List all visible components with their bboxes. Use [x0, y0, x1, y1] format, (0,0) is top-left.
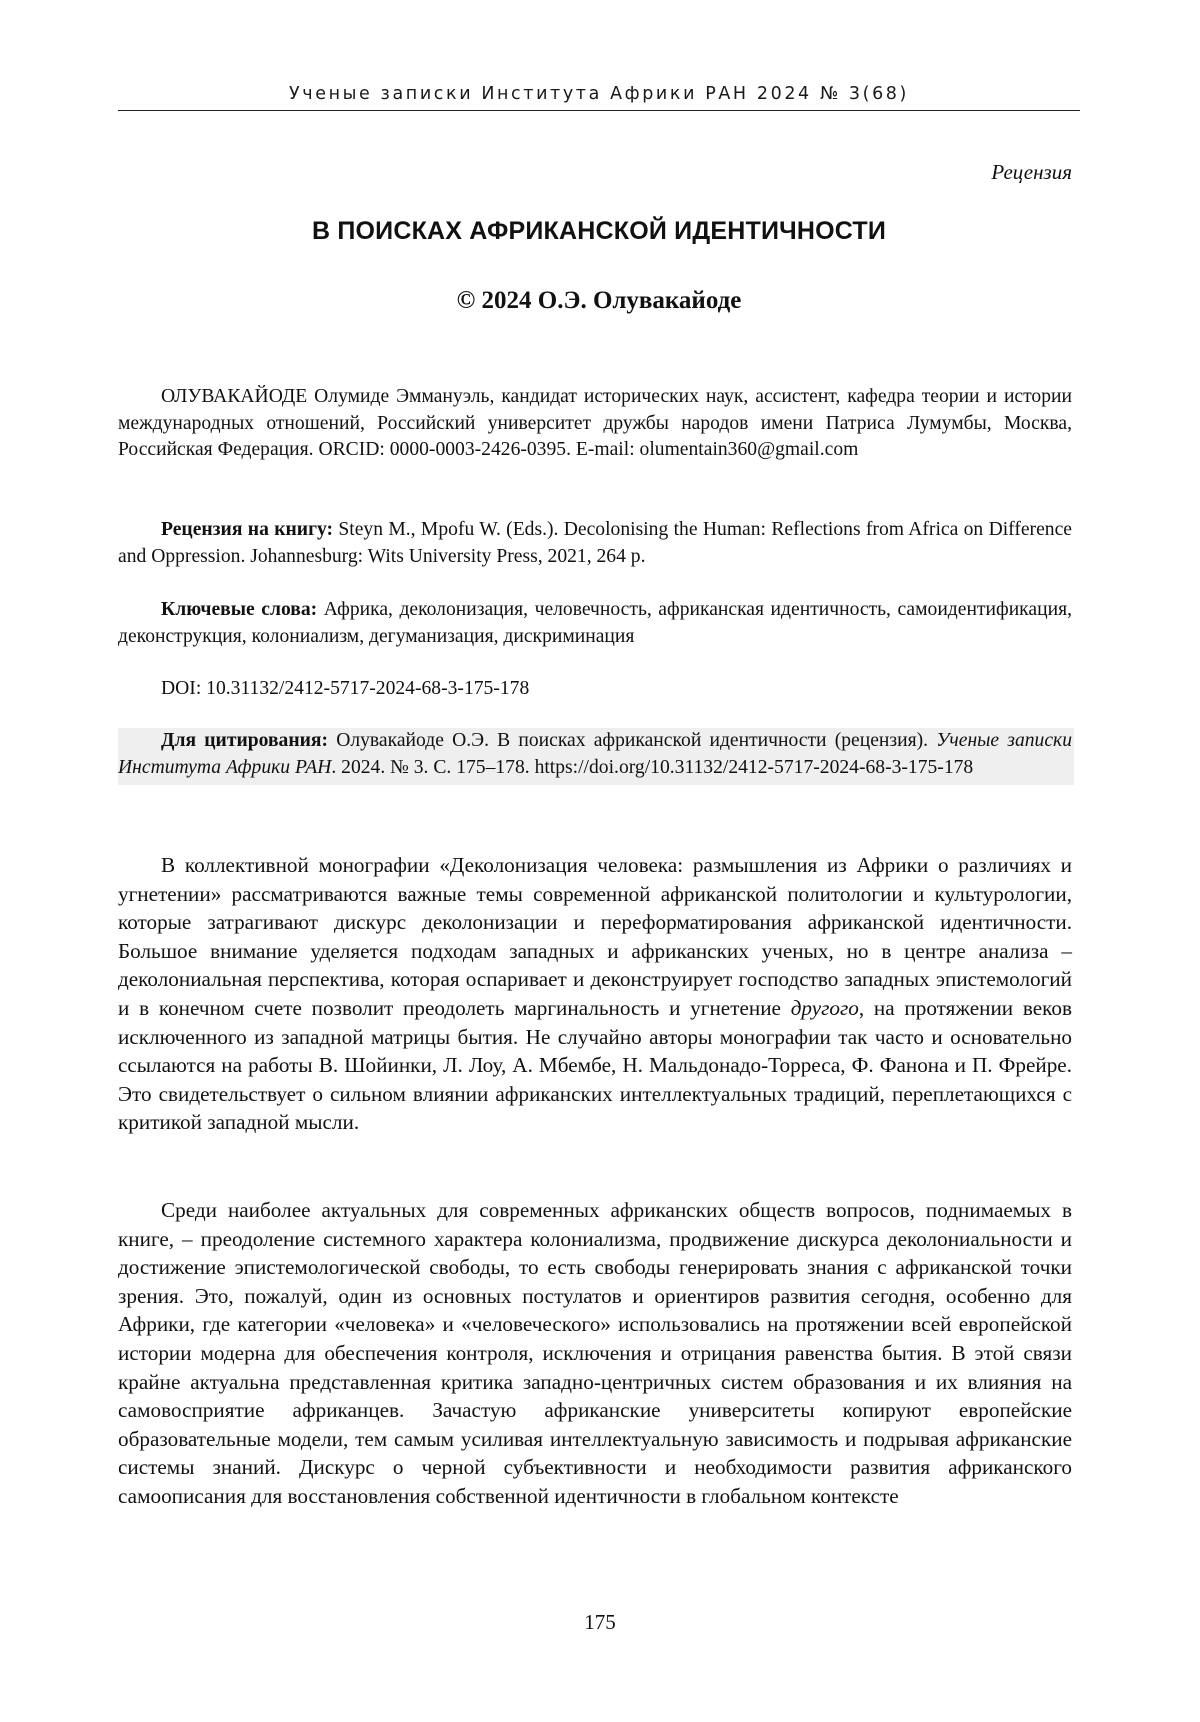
section-rubric: Рецензия	[991, 160, 1072, 184]
keywords-label: Ключевые слова:	[161, 599, 318, 620]
article-title: В ПОИСКАХ АФРИКАНСКОЙ ИДЕНТИЧНОСТИ	[311, 217, 887, 245]
keywords	[118, 597, 1072, 650]
body-paragraph-2: Среди наиболее актуальных для современных африканских обществ вопросов, поднимаемых в книге, – преодоление системного характера колониализма, продвижение дискурса деколониальности и достижение эпистемологической свободы, то есть свободы генерировать знания с африканской точки зрения. Это, пожалуй, один из основных постулатов и ориентиров развития сегодня, особенно для Африки, где категории «человека» и «человеческого» использовались на протяжении всей европейской истории модерна для обеспечения контроля, исключения и отрицания равенства бытия. В этой связи крайне актуальна представленная критика западно-центричных систем образования и их влияния на самовосприятие африканцев. Зачастую африканские университеты копируют европейские образовательные модели, тем самым усиливая интеллектуальную зависимость и подрывая африканские системы знаний. Дискурс о черной субъективности и необходимости развития африканского самоописания для восстановления собственной идентичности в глобальном контексте	[118, 1198, 1072, 1508]
paragraph-1-text-end: , на протяжении веков исключенного из западной матрицы бытия. Не случайно авторы монографии так часто и основательно ссылаются на работы В. Шойинки, Л. Лоу, А. Мбембе, Н. Мальдонадо-Торреса, Ф. Фанона и П. Фрейре. Это свидетельствует о сильном влиянии африканских интеллектуальных традиций, переплетающихся с критикой западной мысли.	[118, 995, 1072, 1135]
citation-text: Олувакайоде О.Э. В поисках африканской идентичности (рецензия).	[328, 730, 937, 751]
reviewed-book-label: Рецензия на книгу:	[161, 519, 334, 540]
paragraph-1-emphasis: другого	[790, 995, 859, 1020]
citation-details: . 2024. № 3. С. 175–178. https://doi.org/10.31132/2412-5717-2024-68-3-175-178	[331, 756, 974, 778]
page-number: 175	[584, 1610, 616, 1634]
citation-box	[118, 728, 1074, 785]
reviewed-book-text: Steyn M., Mpofu W. (Eds.). Decolonising the Human: Reflections from Africa on Difference and Oppression. Johannesburg: Wits University Press, 2021, 264 p.	[118, 519, 1072, 567]
body-paragraph-1	[118, 851, 1072, 1137]
citation-label: Для цитирования:	[161, 730, 329, 751]
keywords-text: Африка, деколонизация, человечность, африканская идентичность, самоидентификация, деконструкция, колониализм, дегуманизация, дискриминация	[118, 599, 1072, 647]
running-head: Ученые записки Института Африки РАН 2024 № 3(68)	[289, 84, 909, 104]
author-info: ОЛУВАКАЙОДЕ Олумиде Эммануэль, кандидат исторических наук, ассистент, кафедра теории и истории международных отношений, Российский университет дружбы народов имени Патриса Лумумбы, Москва, Российская Федерация. ORCID: 0000-0003-2426-0395. E-mail: olumentain360@gmail.com	[118, 386, 1072, 460]
citation-journal: Ученые записки Института Африки РАН	[118, 730, 1072, 778]
doi: DOI: 10.31132/2412-5717-2024-68-3-175-178	[161, 678, 530, 699]
author-copyright-line: © 2024 О.Э. Олувакайоде	[456, 287, 742, 314]
header-rule	[118, 110, 1080, 111]
reviewed-book	[118, 517, 1072, 570]
paragraph-1-text-start: В коллективной монографии «Деколонизация человека: размышления из Африки о различиях и угнетении» рассматриваются важные темы современной африканской политологии и культурологии, которые затрагивают дискурс деколонизации и переформатирования африканской идентичности. Большое внимание уделяется подходам западных и африканских ученых, но в центре анализа – деколониальная перспектива, которая оспаривает и деконструирует господство западных эпистемологий и в конечном счете позволит преодолеть маргинальность и угнетение	[118, 853, 1072, 1020]
